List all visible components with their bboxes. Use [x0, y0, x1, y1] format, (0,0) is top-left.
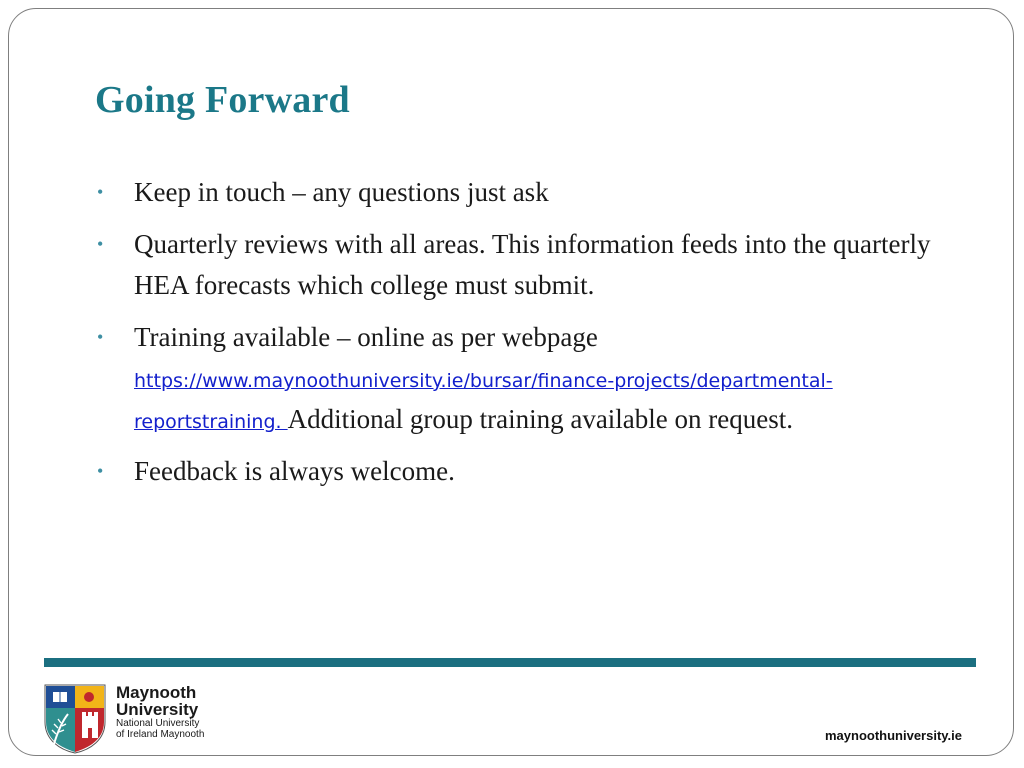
bullet-item	[95, 172, 955, 213]
training-webpage-link[interactable]: https://www.maynoothuniversity.ie/bursar/finance-projects/departmental-reportstraining.	[134, 370, 833, 433]
bullet-item	[95, 451, 955, 492]
bullet-text: Training available – online as per webpage	[134, 322, 598, 352]
bullet-text: Feedback is always welcome.	[134, 456, 455, 486]
bullet-item	[95, 224, 955, 306]
bullet-list	[95, 172, 955, 503]
footer-url: maynoothuniversity.ie	[824, 728, 962, 743]
bullet-marker: •	[97, 234, 104, 254]
logo-sub-line1: National University	[116, 718, 200, 729]
bullet-marker: •	[97, 461, 104, 481]
university-logo	[44, 684, 212, 756]
bullet-text-after-link: Additional group training available on request.	[287, 404, 793, 434]
bullet-item	[95, 317, 955, 440]
logo-name-line2: University	[116, 700, 199, 719]
logo-wordmark	[116, 684, 204, 740]
slide-title: Going Forward	[95, 79, 350, 121]
bullet-marker: •	[97, 327, 104, 347]
bullet-text: Keep in touch – any questions just ask	[134, 177, 549, 207]
bullet-text: Quarterly reviews with all areas. This information feeds into the quarterly HEA forecasts which college must submit.	[134, 229, 931, 300]
footer-divider	[44, 658, 976, 667]
logo-name-line1: Maynooth	[116, 683, 197, 702]
university-crest-icon	[44, 684, 106, 754]
bullet-marker: •	[97, 182, 104, 202]
logo-sub-line2: of Ireland Maynooth	[116, 729, 205, 740]
